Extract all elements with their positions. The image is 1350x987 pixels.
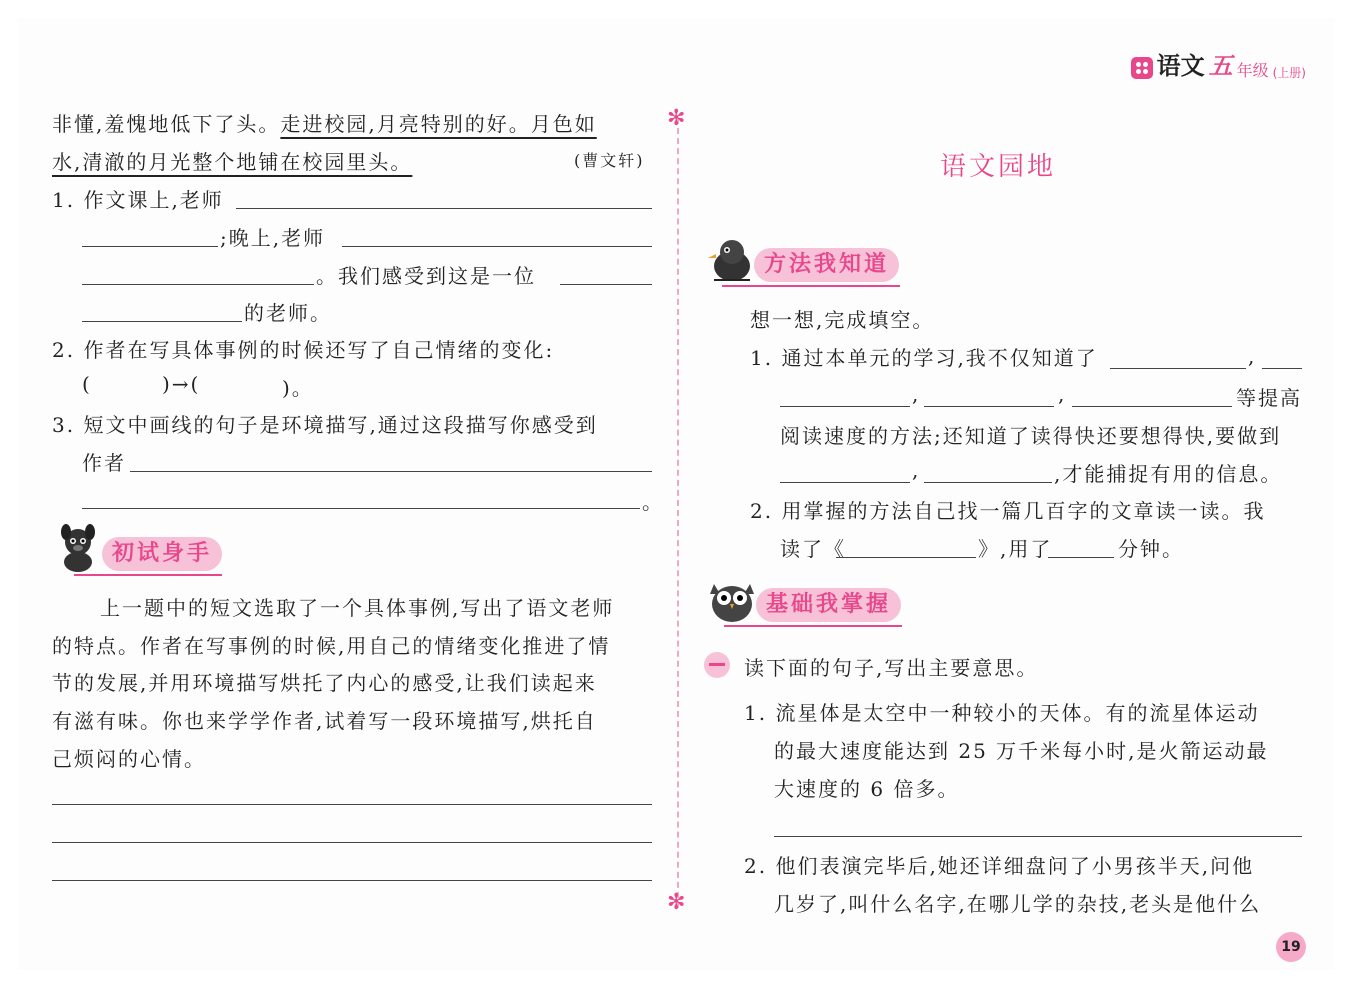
star-icon: ✻ (667, 106, 686, 131)
header-volume: (上册) (1272, 66, 1306, 80)
method-q2-minutes: 分钟。 (1118, 537, 1184, 561)
instruction-paragraph-5: 己烦闷的心情。 (52, 747, 206, 771)
book-logo-icon (1131, 57, 1153, 79)
answer-line[interactable] (780, 482, 910, 483)
comma: , (1058, 382, 1067, 406)
section-badge-try: 初试身手 (102, 537, 222, 571)
part-one-marker-icon (704, 652, 730, 678)
owl-mascot-icon (706, 574, 758, 626)
method-q2: 2. 用掌握的方法自己找一篇几百字的文章读一读。我 (750, 499, 1266, 523)
badge-underline (722, 285, 900, 287)
sentence-1-line-3: 大速度的 6 倍多。 (774, 777, 960, 801)
answer-line[interactable] (82, 246, 218, 247)
question-1-mid: ;晚上,老师 (220, 226, 326, 250)
comma: , (1248, 344, 1257, 368)
answer-line[interactable] (780, 406, 910, 407)
dog-mascot-icon (56, 522, 100, 574)
answer-line[interactable] (342, 246, 652, 247)
column-divider (677, 118, 679, 908)
instruction-paragraph-3: 节的发展,并用环境描写烘托了内心的感受,让我们读起来 (52, 671, 597, 695)
sentence-1-line-1: 1. 流星体是太空中一种较小的天体。有的流星体运动 (744, 701, 1260, 725)
method-intro: 想一想,完成填空。 (750, 308, 935, 332)
passage-underlined-1: 走进校园,月亮特别的好。月色如 (280, 112, 597, 136)
method-q2-read: 读了《 (780, 537, 846, 561)
section-title: 语文园地 (940, 152, 1057, 182)
question-3-period: 。 (642, 490, 664, 514)
part-one-instruction: 读下面的句子,写出主要意思。 (744, 656, 1039, 680)
answer-line[interactable] (924, 482, 1052, 483)
sentence-1-line-2: 的最大速度能达到 25 万千米每小时,是火箭运动最 (774, 739, 1269, 763)
section-badge-method: 方法我知道 (754, 248, 899, 282)
sentence-2-line-1: 2. 他们表演完毕后,她还详细盘问了小男孩半天,问他 (744, 854, 1255, 878)
bird-mascot-icon (706, 236, 756, 286)
writing-line[interactable] (52, 842, 652, 843)
answer-line[interactable] (836, 557, 976, 558)
question-1-end: 的老师。 (244, 301, 332, 325)
question-3-author: 作者 (82, 451, 126, 475)
answer-line[interactable] (82, 508, 640, 509)
question-2-arrow: )→( (162, 372, 201, 396)
badge-underline (74, 574, 222, 576)
question-1-feel: 。我们感受到这是一位 (316, 264, 536, 288)
question-2: 2. 作者在写具体事例的时候还写了自己情绪的变化: (52, 338, 555, 362)
answer-line[interactable] (560, 284, 652, 285)
answer-line[interactable] (82, 321, 242, 322)
method-q1-improve: 等提高 (1236, 386, 1302, 410)
answer-line[interactable] (1110, 368, 1246, 369)
sentence-2-line-2: 几岁了,叫什么名字,在哪儿学的杂技,老头是他什么 (774, 892, 1262, 916)
answer-line[interactable] (1048, 557, 1114, 558)
passage-author: (曹文轩) (574, 151, 645, 170)
writing-line[interactable] (52, 880, 652, 881)
instruction-paragraph-4: 有滋有味。你也来学学作者,试着写一段环境描写,烘托自 (52, 709, 597, 733)
passage-line-1: 非懂,羞愧地低下了头。走进校园,月亮特别的好。月色如 (52, 112, 597, 136)
instruction-paragraph-1: 上一题中的短文选取了一个具体事例,写出了语文老师 (100, 596, 615, 620)
answer-line[interactable] (82, 284, 314, 285)
star-icon: ✻ (667, 890, 686, 915)
answer-line[interactable] (130, 471, 652, 472)
passage-underlined-2: 水,清澈的月光整个地铺在校园里头。 (52, 150, 413, 174)
answer-line[interactable] (236, 208, 652, 209)
comma: , (912, 458, 921, 482)
comma: , (912, 382, 921, 406)
method-q1-body: 阅读速度的方法;还知道了读得快还要想得快,要做到 (780, 424, 1282, 448)
badge-underline (724, 625, 902, 627)
answer-line[interactable] (1072, 406, 1232, 407)
answer-line[interactable] (1262, 368, 1302, 369)
question-2-paren-close: )。 (282, 376, 314, 400)
answer-line[interactable] (774, 836, 1302, 837)
header-grade: 年级 (1236, 61, 1269, 80)
question-2-paren-open: ( (82, 372, 92, 396)
header-subject: 语文 (1156, 52, 1205, 80)
method-q1-end: ,才能捕捉有用的信息。 (1054, 462, 1283, 486)
writing-line[interactable] (52, 804, 652, 805)
section-badge-basics: 基础我掌握 (756, 588, 901, 622)
question-1-start: 1. 作文课上,老师 (52, 188, 224, 212)
answer-line[interactable] (924, 406, 1054, 407)
question-3: 3. 短文中画线的句子是环境描写,通过这段描写你感受到 (52, 413, 598, 437)
header-grade-number: 五 (1208, 51, 1233, 80)
method-q2-used: 》,用了 (978, 537, 1053, 561)
instruction-paragraph-2: 的特点。作者在写事例的时候,用自己的情绪变化推进了情 (52, 634, 611, 658)
method-q1-start: 1. 通过本单元的学习,我不仅知道了 (750, 346, 1098, 370)
page-number: 19 (1276, 932, 1306, 962)
header (1131, 46, 1306, 81)
